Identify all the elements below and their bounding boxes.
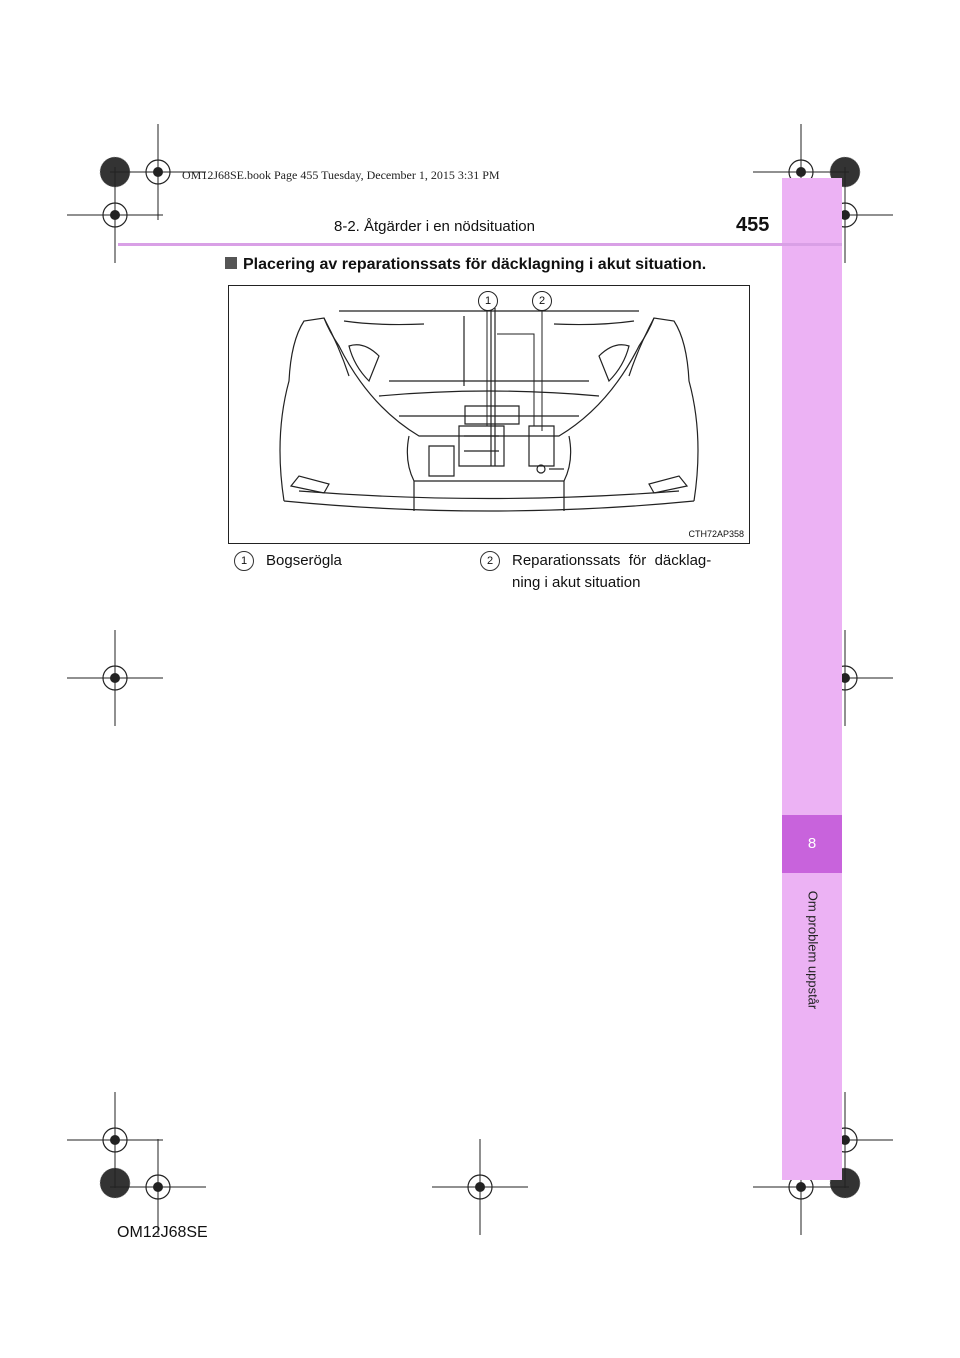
book-file-line: OM12J68SE.book Page 455 Tuesday, December 1, 2015 3:31 PM [182, 168, 500, 182]
header-rule [118, 243, 842, 246]
legend-item-1 [234, 550, 464, 574]
legend-number-2: 2 [480, 551, 500, 571]
legend-item-2 [480, 550, 750, 596]
legend-number-1: 1 [234, 551, 254, 571]
footer-manual-code: OM12J68SE [117, 1224, 208, 1241]
legend-text-2-line1: Reparationssats för däcklag- [512, 552, 712, 569]
page-number: 455 [736, 214, 770, 236]
figure-code: CTH72AP358 [688, 529, 744, 539]
legend-text-1: Bogserögla [266, 552, 342, 569]
chapter-number-tab: 8 [782, 815, 842, 873]
section-heading-text: Placering av reparationssats för däcklagning i akut situation. [243, 256, 707, 273]
callout-2: 2 [532, 291, 552, 311]
section-heading [225, 256, 706, 274]
chapter-title-text: Om problem uppstår [805, 890, 821, 1010]
running-header: 8-2. Åtgärder i en nödsituation [334, 218, 535, 235]
car-trunk-drawing [229, 286, 749, 543]
bullet-square-icon [225, 257, 237, 269]
legend-text-2-line2: ning i akut situation [512, 574, 641, 591]
callout-1: 1 [478, 291, 498, 311]
chapter-title-vertical [803, 880, 823, 1020]
trunk-illustration [228, 285, 750, 544]
chapter-side-tab [782, 178, 842, 1180]
